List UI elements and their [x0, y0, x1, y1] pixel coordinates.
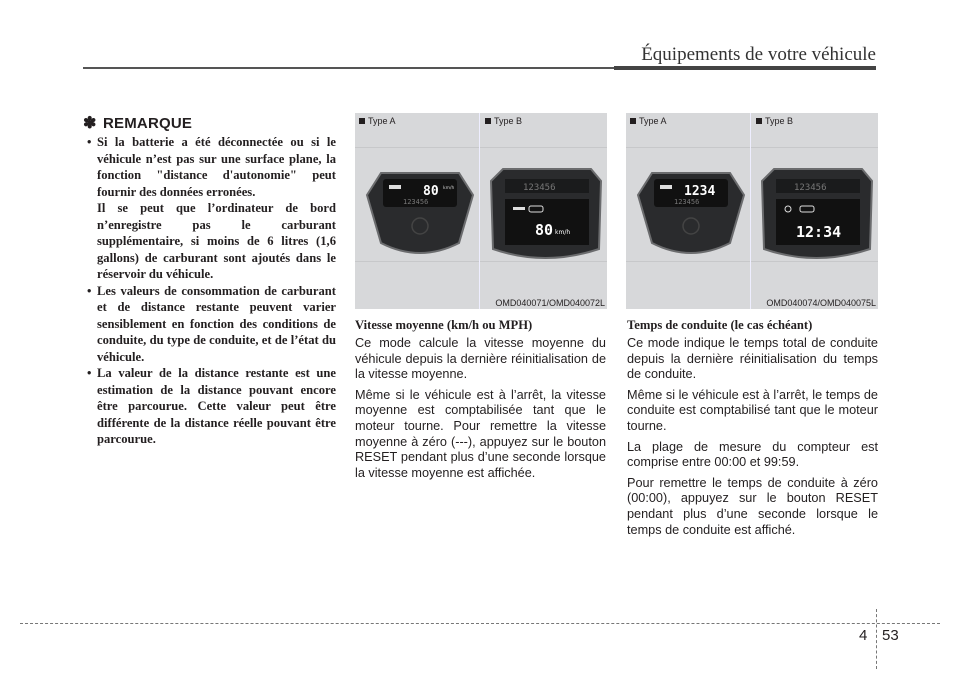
- type-a-odometer: 123456: [674, 198, 700, 206]
- type-a-time-value: 1234: [684, 184, 716, 199]
- figure-code: OMD040071/OMD040072L: [495, 298, 605, 308]
- paragraph: Ce mode indique le temps total de conduite depuis la dernière réinitialisation du temps de conduite.: [627, 336, 878, 382]
- cluster-display-illustration: [355, 113, 607, 309]
- remark-list: [83, 134, 336, 448]
- type-b-label: Type B: [485, 116, 522, 126]
- footer-rule: [20, 623, 940, 624]
- type-a-unit: km/h: [443, 186, 455, 191]
- footer-divider: [876, 609, 877, 669]
- type-b-odometer: 123456: [794, 183, 827, 193]
- type-a-label: Type A: [630, 116, 667, 126]
- paragraph: Ce mode calcule la vitesse moyenne du véhicule depuis la dernière réinitialisation de la vitesse moyenne.: [355, 336, 606, 382]
- remark-item: • Les valeurs de consommation de carburant et de distance restante peuvent varier sensiblement en fonction des conditions de conduite, du type de conduite, et de l’état du véhicule.: [87, 283, 336, 364]
- section-title: Temps de conduite (le cas échéant): [627, 318, 813, 332]
- type-b-unit: km/h: [555, 229, 571, 236]
- remark-block: [83, 113, 336, 448]
- remark-heading: ✽ REMARQUE: [83, 115, 193, 132]
- type-b-odometer: 123456: [523, 183, 556, 193]
- figure-average-speed: [355, 113, 607, 309]
- page-number: 53: [882, 627, 899, 644]
- type-b-speed-value: 80: [535, 221, 554, 239]
- section-driving-time: [627, 317, 878, 543]
- header-rule-accent: [614, 66, 876, 70]
- type-a-odometer: 123456: [403, 198, 429, 206]
- figure-code: OMD040074/OMD040075L: [766, 298, 876, 308]
- figure-driving-time: [626, 113, 878, 309]
- cluster-display-illustration: [626, 113, 878, 309]
- paragraph: Même si le véhicule est à l’arrêt, la vitesse moyenne est comptabilisée tant que le moteur tourne. Pour remettre la vitesse moyenne à zéro (---), appuyez sur le bouton RESET pendant plus d’une seconde lorsque la vitesse moyenne est affichée.: [355, 387, 606, 480]
- type-a-speed-value: 80: [423, 184, 439, 199]
- remark-star-icon: ✽: [83, 115, 97, 132]
- type-a-label: Type A: [359, 116, 396, 126]
- chapter-number: 4: [859, 627, 868, 644]
- paragraph: Même si le véhicule est à l’arrêt, le temps de conduite est comptabilisé tant que le moteur tourne.: [627, 387, 878, 433]
- type-b-label: Type B: [756, 116, 793, 126]
- section-average-speed: [355, 317, 606, 486]
- section-title: Vitesse moyenne (km/h ou MPH): [355, 318, 533, 332]
- remark-item: • La valeur de la distance restante est une estimation de la distance pouvant encore être parcourue. Cette valeur peut être différente de la distance réelle pouvant être parcourue.: [87, 366, 336, 446]
- type-b-time-value: 12:34: [796, 223, 842, 241]
- header-title: Équipements de votre véhicule: [641, 44, 876, 65]
- remark-item: • Si la batterie a été déconnectée ou si le véhicule n’est pas sur une surface plane, la fonction "distance d'autonomie" peut fournir des données erronées. Il se peut que l’ordinateur de bord n’enregistre pas le carburant supplémentaire, si moins de 6 litres (1,6 gallons) de carburant sont ajoutés dans le réservoir du véhicule.: [87, 135, 336, 281]
- paragraph: La plage de mesure du compteur est comprise entre 00:00 et 99:59.: [627, 439, 878, 470]
- paragraph: Pour remettre le temps de conduite à zéro (00:00), appuyez sur le bouton RESET pendant plus d’une seconde lorsque le temps de conduite est affiché.: [627, 475, 878, 537]
